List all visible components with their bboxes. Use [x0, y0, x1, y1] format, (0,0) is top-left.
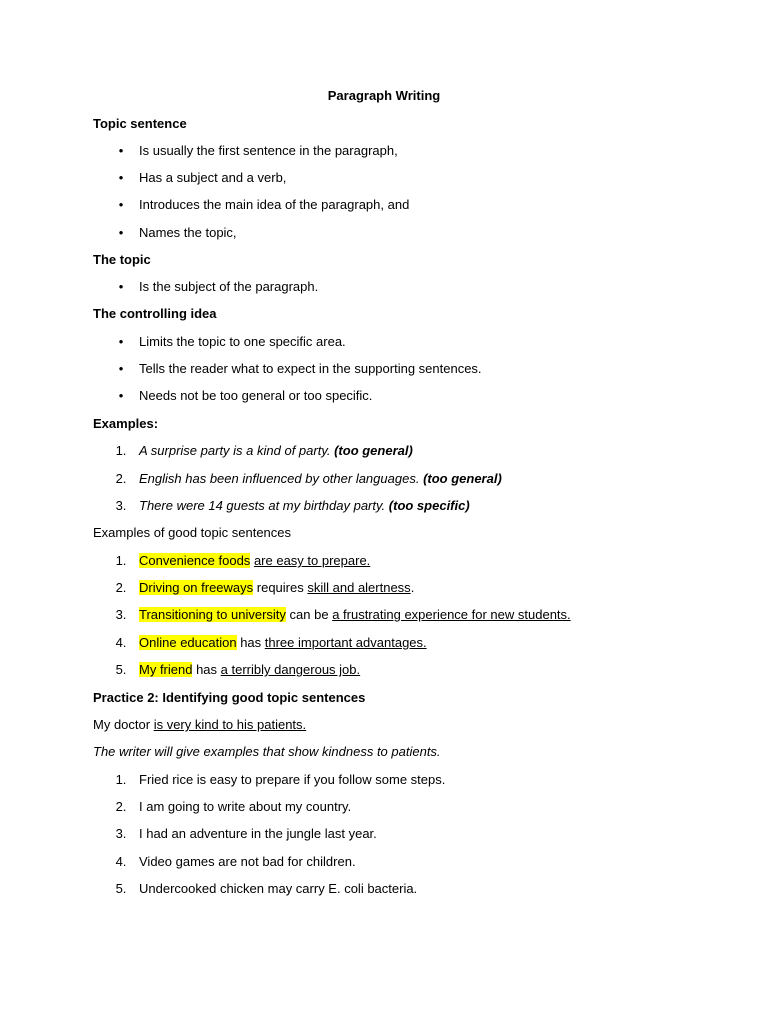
list-number: 3.	[115, 826, 127, 841]
example-sentence: There were 14 guests at my birthday party.	[139, 498, 386, 513]
sentence-end: .	[410, 580, 415, 595]
bullet-item	[0, 225, 768, 241]
practice-explanation: The writer will give examples that show kindness to patients.	[93, 744, 441, 759]
connector-text: can be	[285, 607, 333, 622]
heading-good-examples: Examples of good topic sentences	[93, 525, 292, 540]
underlined-controlling-idea: are easy to prepare.	[253, 553, 371, 568]
highlighted-topic: Transitioning to university	[139, 607, 286, 622]
connector-text: requires	[253, 580, 308, 595]
example-sentence: A surprise party is a kind of party.	[139, 443, 331, 458]
bullet-item	[0, 279, 768, 295]
bullet-text: Has a subject and a verb,	[139, 170, 287, 185]
heading-the-topic: The topic	[93, 252, 151, 267]
bullet-text: Introduces the main idea of the paragraph, and	[139, 197, 410, 212]
example-note: (too general)	[423, 471, 502, 486]
bullet-marker: •	[118, 143, 124, 158]
heading-topic-sentence: Topic sentence	[93, 116, 187, 131]
bullet-item	[0, 388, 768, 404]
page-title: Paragraph Writing	[327, 88, 441, 103]
list-number: 3.	[115, 607, 127, 622]
practice-item	[0, 799, 768, 815]
good-example-item	[0, 635, 768, 651]
good-example-item	[0, 580, 768, 596]
highlighted-topic: My friend	[139, 662, 193, 677]
bullet-text: Is the subject of the paragraph.	[139, 279, 319, 294]
practice-item	[0, 854, 768, 870]
bullet-marker: •	[118, 225, 124, 240]
list-number: 1.	[115, 553, 127, 568]
example-item	[0, 498, 768, 514]
bullet-text: Needs not be too general or too specific.	[139, 388, 373, 403]
list-number: 2.	[115, 580, 127, 595]
practice-text: Undercooked chicken may carry E. coli bacteria.	[139, 881, 418, 896]
bullet-text: Tells the reader what to expect in the supporting sentences.	[139, 361, 482, 376]
bullet-marker: •	[118, 279, 124, 294]
bullet-marker: •	[118, 197, 124, 212]
practice-item	[0, 826, 768, 842]
example-note: (too general)	[334, 443, 413, 458]
heading-examples: Examples:	[93, 416, 159, 431]
list-number: 2.	[115, 471, 127, 486]
practice-text: I had an adventure in the jungle last year.	[139, 826, 377, 841]
underlined-controlling-idea: a terribly dangerous job.	[220, 662, 361, 677]
practice-text: I am going to write about my country.	[139, 799, 352, 814]
connector-text: has	[192, 662, 221, 677]
list-number: 4.	[115, 635, 127, 650]
example-item	[0, 443, 768, 459]
heading-controlling-idea: The controlling idea	[93, 306, 217, 321]
bullet-text: Limits the topic to one specific area.	[139, 334, 346, 349]
practice-text: Video games are not bad for children.	[139, 854, 356, 869]
list-number: 4.	[115, 854, 127, 869]
list-number: 3.	[115, 498, 127, 513]
highlighted-topic: Convenience foods	[139, 553, 251, 568]
underlined-controlling-idea: skill and alertness	[307, 580, 411, 595]
bullet-marker: •	[118, 334, 124, 349]
practice-example-idea: is very kind to his patients.	[153, 717, 307, 732]
bullet-item	[0, 197, 768, 213]
bullet-marker: •	[118, 361, 124, 376]
heading-practice: Practice 2: Identifying good topic sentences	[93, 690, 366, 705]
list-number: 2.	[115, 799, 127, 814]
bullet-marker: •	[118, 170, 124, 185]
list-number: 1.	[115, 772, 127, 787]
practice-item	[0, 881, 768, 897]
highlighted-topic: Online education	[139, 635, 237, 650]
underlined-controlling-idea: a frustrating experience for new students.	[332, 607, 571, 622]
bullet-text: Names the topic,	[139, 225, 237, 240]
bullet-item	[0, 170, 768, 186]
practice-item	[0, 772, 768, 788]
underlined-controlling-idea: three important advantages.	[264, 635, 427, 650]
bullet-item	[0, 334, 768, 350]
practice-example	[93, 717, 306, 733]
example-note: (too specific)	[388, 498, 470, 513]
list-number: 5.	[115, 662, 127, 677]
good-example-item	[0, 662, 768, 678]
list-number: 1.	[115, 443, 127, 458]
practice-text: Fried rice is easy to prepare if you follow some steps.	[139, 772, 446, 787]
bullet-item	[0, 143, 768, 159]
bullet-item	[0, 361, 768, 377]
highlighted-topic: Driving on freeways	[139, 580, 254, 595]
good-example-item	[0, 553, 768, 569]
example-item	[0, 471, 768, 487]
bullet-marker: •	[118, 388, 124, 403]
bullet-text: Is usually the first sentence in the paragraph,	[139, 143, 398, 158]
list-number: 5.	[115, 881, 127, 896]
good-example-item	[0, 607, 768, 623]
practice-example-subject: My doctor	[93, 717, 154, 732]
connector-text: has	[236, 635, 265, 650]
example-sentence: English has been influenced by other languages.	[139, 471, 420, 486]
